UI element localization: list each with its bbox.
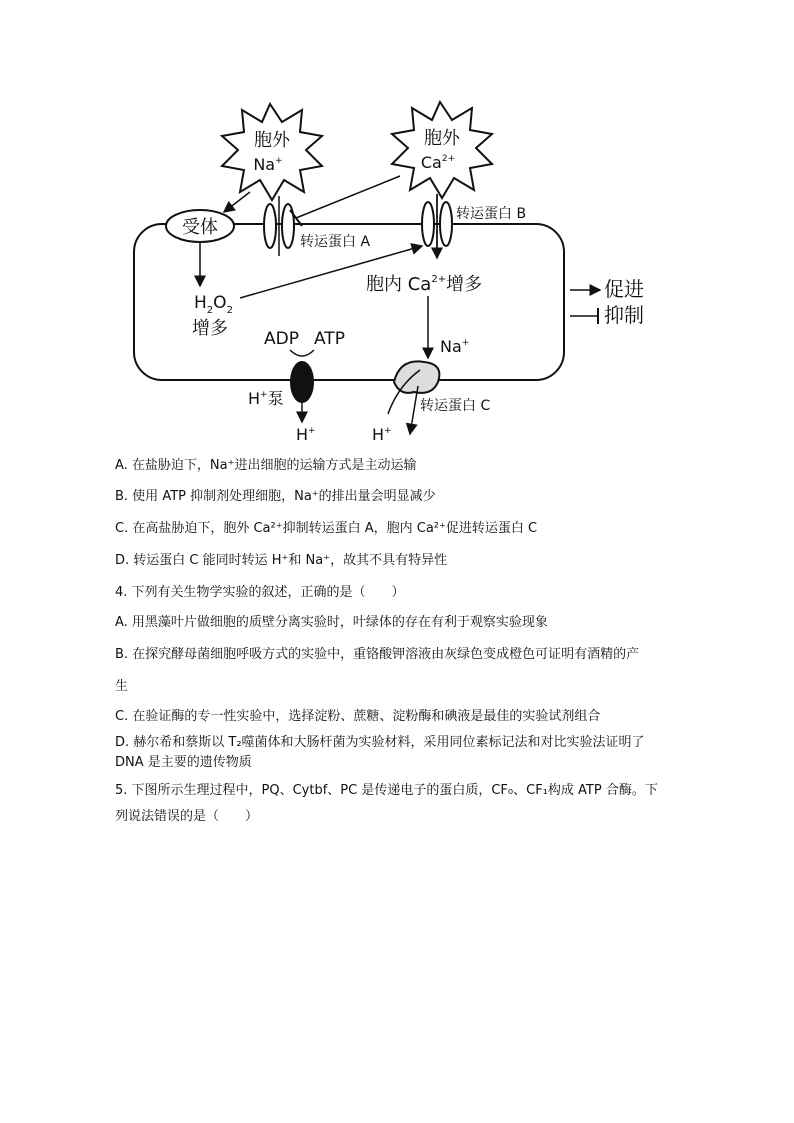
- atp-label: ATP: [314, 329, 345, 349]
- h-out-left-label: H+: [296, 425, 316, 444]
- transporter-a-channel: [264, 196, 294, 256]
- star-na-ion: Na+: [253, 155, 283, 174]
- legend-inhibit-label: 抑制: [604, 303, 644, 327]
- q4-option-d-line2: DNA 是主要的遗传物质: [115, 755, 252, 770]
- q3-option-b: B. 使用 ATP 抑制剂处理细胞，Na⁺的排出量会明显减少: [115, 489, 436, 504]
- h2o2-increase-label: 增多: [192, 318, 228, 339]
- ca-inside-label: 胞内 $Ca^{2+}$增多: [366, 274, 483, 295]
- h-pump-ellipse: [291, 362, 313, 402]
- star-ca-ion: $Ca^{2+}$: [420, 153, 456, 172]
- extracellular-na-star: [222, 104, 322, 200]
- q4-option-a: A. 用黑藻叶片做细胞的质壁分离实验时，叶绿体的存在有利于观察实验现象: [115, 615, 548, 630]
- na-inside-label: Na+: [440, 337, 470, 356]
- h-pump-label: H+泵: [248, 389, 284, 408]
- q5-stem-line1: 5. 下图所示生理过程中，PQ、Cytbf、PC 是传递电子的蛋白质，CF₀、CF₁构成 ATP 合酶。下: [115, 783, 658, 798]
- adp-label: ADP: [264, 329, 299, 349]
- q3-option-d: D. 转运蛋白 C 能同时转运 H⁺和 Na⁺，故其不具有特异性: [115, 553, 448, 568]
- h2o2-label: $H_2O_2$: [194, 293, 233, 316]
- membrane-transport-diagram: [110, 96, 700, 446]
- q4-option-c: C. 在验证酶的专一性实验中，选择淀粉、蔗糖、淀粉酶和碘液是最佳的实验试剂组合: [115, 709, 601, 724]
- h-out-right-label: H+: [372, 425, 392, 444]
- receptor-label: 受体: [182, 217, 218, 238]
- transporter-c-label: 转运蛋白 C: [420, 398, 491, 414]
- q5-stem-line2: 列说法错误的是（ ）: [115, 809, 259, 824]
- q4-stem: 4. 下列有关生物学实验的叙述，正确的是（ ）: [115, 585, 405, 600]
- legend-promote-label: 促进: [604, 277, 644, 301]
- star-na-title: 胞外: [254, 130, 290, 151]
- diagram-svg: [110, 96, 700, 446]
- q4-option-b-line2: 生: [115, 679, 129, 694]
- transporter-a-label: 转运蛋白 A: [300, 234, 371, 250]
- q4-option-b-line1: B. 在探究酵母菌细胞呼吸方式的实验中，重铬酸钾溶液由灰绿色变成橙色可证明有酒精的产: [115, 647, 640, 662]
- q3-option-c: C. 在高盐胁迫下，胞外 Ca²⁺抑制转运蛋白 A，胞内 Ca²⁺促进转运蛋白 C: [115, 521, 538, 536]
- ca-inhibit-line: [296, 176, 400, 218]
- star-ca-title: 胞外: [424, 128, 460, 149]
- q3-option-a: A. 在盐胁迫下，Na⁺进出细胞的运输方式是主动运输: [115, 458, 417, 473]
- q4-option-d-line1: D. 赫尔希和蔡斯以 T₂噬菌体和大肠杆菌为实验材料，采用同位素标记法和对比实验法证明了: [115, 735, 645, 750]
- transporter-b-label: 转运蛋白 B: [456, 206, 527, 222]
- extracellular-ca-star: [392, 102, 492, 198]
